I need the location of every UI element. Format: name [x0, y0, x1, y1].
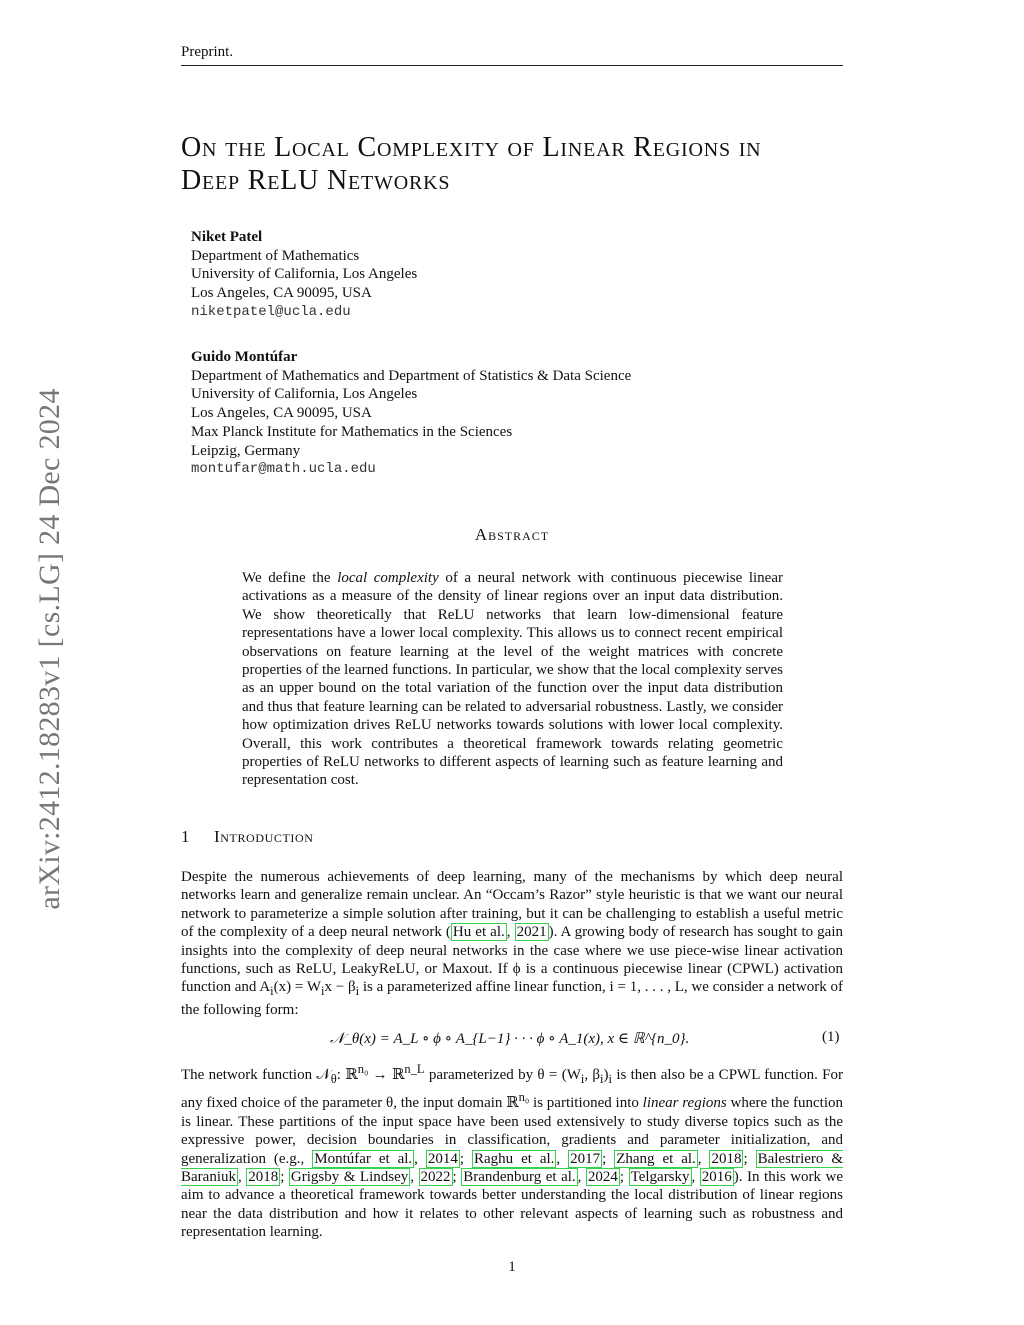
math-subscript: θ	[330, 1072, 337, 1086]
citation-year: 2022	[420, 1169, 451, 1186]
citation-year-link[interactable]	[419, 1168, 453, 1186]
math-subscript: i	[608, 1072, 613, 1086]
citation-link[interactable]	[614, 1150, 698, 1168]
equation-number: (1)	[822, 1029, 840, 1045]
citation-year-link[interactable]	[700, 1168, 734, 1186]
intro-text: )	[603, 1067, 609, 1083]
citation-year: 2018	[248, 1169, 279, 1186]
citation-authors: Montúfar et al.	[314, 1150, 413, 1167]
author-affiliation: Leipzig, Germany	[191, 442, 301, 459]
title-line-1: On the Local Complexity of Linear Regions in	[181, 132, 762, 163]
author-email[interactable]: montufar@math.ucla.edu	[191, 461, 376, 478]
citation-authors: Brandenburg et al.	[463, 1169, 576, 1186]
intro-text: x − β	[324, 979, 356, 996]
citation-authors: Hu et al.	[452, 924, 505, 941]
intro-paragraph-2: The network function 𝒩$_\theta$: ℝ$^{n_0}$ → ℝ$^{n\_L}$ parameterized by $\theta = (W_i$, $\beta_i)_i$ is then also be a CPWL function. For any fixed choice of the parameter θ, the input domain ℝ$^{n_0}$ is partitioned into linear regions where the function is linear. These partitions of the input space have been used extensively to study diverse topics such as the expressive power, decision boundaries in classification, gradients and parameter initialization, and generalization (e.g., Montúfar et al. , 2014 ; Raghu et al. , 2017 ; Zhang et al. , 2018 ; Balestriero & Baraniuk , 2018 ; Grigsby & Lindsey , 2022 ; Brandenburg et al. , 2024 ; Telgarsky , 2016 ). In this work we aim to advance a theoretical framework towards better understanding the local distribution of linear regions near the data distribution and how it relates to other relevant aspects of learning such as robustness and representation learning.	[181, 1062, 844, 1241]
author-block-1	[191, 228, 417, 322]
intro-text: : ℝ	[336, 1067, 358, 1083]
intro-text: is a parameterized affine linear function, i = 1, . . . , L, we consider a network of the following form:	[181, 979, 844, 1018]
author-affiliation: Los Angeles, CA 90095, USA	[191, 285, 372, 302]
intro-paragraph-1: Despite the numerous achievements of deep learning, many of the mechanisms by which deep neural networks learn and generalize remain unclear. An “Occam’s Razor” style heuristic is that we want our neural network to parameterize a simple solution after training, but it can be challenging to establish a useful metric of the complexity of a deep neural network ( Hu et al. , 2021 ). A growing body of research has sought to gain insights into the complexity of deep neural networks in the case where we use piece-wise linear activation functions, such as ReLU, LeakyReLU, or Maxout. If ϕ is a continuous piecewise linear (CPWL) activation function and $A_i(x) = W_ix - \beta_i$ is a parameterized affine linear function, i = 1, . . . , L, we consider a network of the following form:	[181, 869, 844, 1018]
intro-text: The network function 𝒩	[181, 1067, 331, 1083]
author-name: Niket Patel	[191, 229, 263, 245]
math-superscript: n_L	[404, 1062, 425, 1076]
citation-year-link[interactable]	[568, 1150, 602, 1168]
math-subscript: i	[321, 984, 325, 999]
intro-emphasis: linear regions	[642, 1095, 727, 1112]
abstract-emphasis: local complexity	[337, 570, 439, 586]
citation-year-link[interactable]	[515, 923, 549, 941]
section-title: Introduction	[214, 827, 314, 846]
math-superscript: n₀	[357, 1062, 369, 1076]
author-email[interactable]: niketpatel@ucla.edu	[191, 303, 351, 320]
citation-link[interactable]	[451, 923, 507, 941]
paper-title	[181, 131, 851, 197]
arxiv-stamp	[24, 354, 76, 944]
citation-year-link[interactable]	[586, 1168, 620, 1186]
title-line-2: Deep ReLU Networks	[181, 165, 451, 196]
citation-authors: Telgarsky	[630, 1169, 690, 1186]
header-rule	[181, 65, 843, 66]
abstract-lead: We define the	[242, 570, 338, 586]
citation-authors: Grigsby & Lindsey	[290, 1169, 409, 1186]
intro-text: parameterized by θ = (W	[424, 1067, 581, 1083]
abstract-text: of a neural network with continuous piecewise linear activations as a measure of the density of linear regions over an input data distribution. We show theoretically that ReLU networks that learn low-dimensional feature representations have a lower local complexity. This allows us to connect recent empirical observations on feature learning at the level of the weight matrices with concrete properties of the learned functions. In particular, we show that the local complexity serves as an upper bound on the total variation of the function over the input data distribution and thus that feature learning can be related to adversarial robustness. Lastly, we consider how optimization drives ReLU networks towards solutions with lower local complexity. Overall, this work contributes a theoretical framework towards relating geometric properties of ReLU networks to different aspects of learning such as feature learning and representation cost.	[242, 570, 783, 789]
citation-year: 2021	[516, 924, 547, 941]
citation-year-link[interactable]	[426, 1150, 460, 1168]
page-number: 1	[508, 1259, 516, 1275]
author-affiliation: University of California, Los Angeles	[191, 386, 418, 403]
abstract-body	[242, 569, 783, 790]
intro-text: where the function is linear. These partitions of the input space have been used extensively to study diverse topics such as the expressive power, decision boundaries in classification, gradients and parameter initialization, and generalization (e.g.,	[181, 1095, 843, 1167]
author-affiliation: Department of Mathematics	[191, 247, 360, 264]
citation-year: 2024	[587, 1169, 618, 1186]
math-superscript: n₀	[518, 1090, 530, 1105]
author-affiliation: University of California, Los Angeles	[191, 266, 418, 283]
citation-year: 2018	[711, 1150, 742, 1167]
math-subscript: i	[355, 984, 360, 999]
citation-link[interactable]	[629, 1168, 692, 1186]
author-affiliation: Los Angeles, CA 90095, USA	[191, 405, 372, 422]
intro-text: , β	[584, 1067, 601, 1083]
citation-link[interactable]	[472, 1150, 556, 1168]
intro-text: (x) = W	[273, 979, 322, 996]
citation-authors: Raghu et al.	[473, 1150, 555, 1167]
citation-link[interactable]	[289, 1168, 410, 1186]
citation-year: 2016	[701, 1169, 732, 1186]
author-affiliation: Department of Mathematics and Department of Statistics & Data Science	[191, 367, 632, 384]
author-affiliation: Max Planck Institute for Mathematics in the Sciences	[191, 423, 513, 440]
intro-text: → ℝ	[368, 1067, 405, 1083]
intro-text: ). A growing body of research has sought to gain insights into the complexity of deep neural networks in the case where we use piece-wise linear activation functions, such as ReLU, LeakyReLU, or Maxout. If ϕ is a continuous piecewise linear (CPWL) activation function and A	[181, 924, 843, 996]
citation-link[interactable]	[312, 1150, 414, 1168]
author-block-2	[191, 348, 631, 479]
math-subscript: i	[580, 1072, 585, 1086]
citation-authors: Balestriero & Baraniuk	[181, 1150, 844, 1186]
abstract-heading: Abstract	[474, 525, 550, 544]
citation-year: 2017	[570, 1150, 601, 1167]
author-name: Guido Montúfar	[191, 349, 298, 365]
equation-1: 𝒩_θ(x) = A_L ∘ ϕ ∘ A_{L−1} · · · ϕ ∘ A_1(x), x ∈ ℝ^{n_0}.	[330, 1031, 690, 1047]
math-subscript: i	[270, 984, 274, 999]
section-number: 1	[181, 827, 190, 846]
intro-text: ). In this work we aim to advance a theoretical framework towards better understanding the local distribution of linear regions near the data distribution and how it relates to other relevant aspects of learning such as robustness and representation learning.	[181, 1169, 844, 1241]
citation-year-link[interactable]	[709, 1150, 743, 1168]
citation-year-link[interactable]	[246, 1168, 280, 1186]
citation-authors: Zhang et al.	[616, 1150, 696, 1167]
arxiv-stamp-text: arXiv:2412.18283v1 [cs.LG] 24 Dec 2024	[33, 388, 66, 910]
intro-text: Despite the numerous achievements of deep learning, many of the mechanisms by which deep neural networks learn and generalize remain unclear. An “Occam’s Razor” style heuristic is that we want our neural network to parameterize a simple solution after training, but it can be challenging to establish a useful metric of the complexity of a deep neural network (	[181, 869, 843, 941]
intro-text: is then also be a CPWL function. For any fixed choice of the parameter θ, the input domain ℝ	[181, 1067, 843, 1112]
citation-link[interactable]	[461, 1168, 577, 1186]
math-subscript: i	[600, 1072, 604, 1086]
intro-text: is partitioned into	[529, 1095, 643, 1112]
citation-year: 2014	[427, 1150, 458, 1167]
running-header: Preprint.	[181, 44, 234, 60]
